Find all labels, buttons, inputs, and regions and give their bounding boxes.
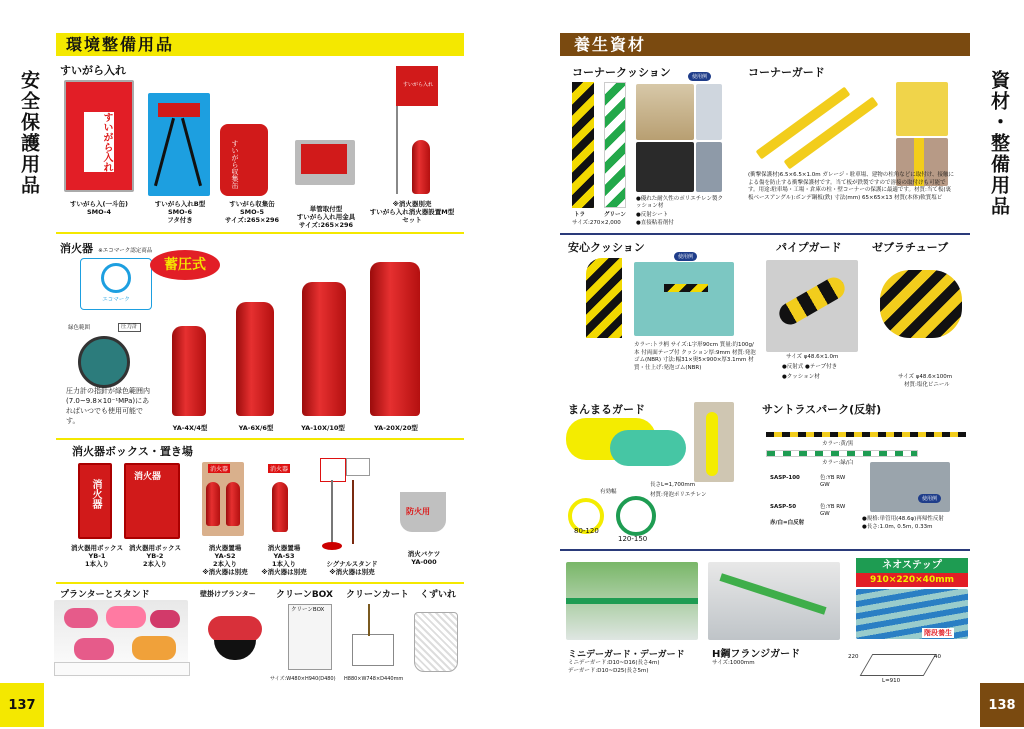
mini-guard-heading: ミニデーガード・デーガード	[568, 650, 685, 660]
suntras-row-1-code: SASP-100	[770, 475, 800, 481]
ashtray-3-note: サイズ:265×296	[224, 216, 280, 224]
neo-dim-3: L=910	[882, 678, 901, 684]
box-caption-1	[66, 544, 128, 568]
box-4-note2: ※消火器は別売	[261, 568, 307, 576]
box-6-name: 消火バケツ	[407, 550, 441, 558]
badge-text: 蓄圧式	[164, 257, 206, 273]
suntras-row-2-colors: 色:YB RW GW	[820, 504, 846, 517]
eco-text: エコマーク	[102, 297, 130, 303]
tub-label: すいがら収集缶	[231, 140, 239, 189]
suntras-color-1: カラー:黄/黒	[822, 441, 854, 447]
mini-guard-spec-2: デーガード:D10~D25(長さ5m)	[568, 668, 649, 674]
pipe-mount-image	[295, 140, 355, 185]
box-caption-2	[122, 544, 188, 568]
corner-cushion-tiger	[572, 82, 594, 208]
box-heading: 消火器ボックス・置き場	[72, 445, 193, 458]
extinguisher-heading	[60, 237, 152, 256]
clean-box-label: クリーンBOX	[291, 607, 325, 613]
ashtray-can-image	[64, 80, 134, 192]
ashtray-5-code: すいがら入れ消火器設置M型	[369, 208, 455, 216]
zebra-spec-2: 材質:塩化ビニール	[904, 382, 950, 388]
right-page-number-text: 138	[988, 697, 1016, 713]
box-3-name: 消火器置場	[208, 544, 242, 552]
left-page-number	[0, 683, 44, 727]
zebra-heading: ゼブラチューブ	[872, 241, 949, 254]
suntras-photo	[870, 462, 950, 512]
gauge-label: 圧力計	[118, 323, 141, 332]
box-5-name: シグナルスタンド	[326, 560, 378, 568]
ashtray-5-name: ※消火器別売	[392, 200, 432, 208]
right-divider-2	[560, 549, 970, 551]
box-caption-4	[256, 544, 312, 576]
gauge-title: 緑色範囲	[68, 325, 91, 331]
box-caption-6	[394, 550, 454, 566]
suntras-bar-yb	[766, 432, 966, 437]
left-page-number-text: 137	[8, 697, 36, 713]
ashtray-1-code: SMO-4	[86, 208, 112, 216]
planter-image	[54, 600, 188, 680]
corner-photo-3	[636, 142, 694, 192]
ext-model-4: YA-20X/20型	[374, 424, 418, 432]
extinguisher-10	[302, 282, 346, 416]
right-page-number	[980, 683, 1024, 727]
corner-guard-desc: (衝撃保護材)6.5×6.5×1.0m ガレージ・駐車場、建物の柱角などに取付け、接触による傷を防止する衝撃保護材です。当て板が鉄製ですので溶接の取付けも可能です。用途:駐車場・工場・倉庫の柱・壁コーナーの保護に最適です。材質:当て板(裏板ベースアングル):ボンデ鋼板(鉄) 寸法(mm) 65×65×13 材質(本体)軟質塩ビ	[748, 172, 955, 201]
manmaru-green	[610, 430, 686, 466]
pipe-guard-heading: パイプガード	[776, 241, 842, 254]
planter-heading-5: くずいれ	[420, 590, 457, 600]
stand-s2	[202, 462, 244, 536]
ashtray-3-code: SMO-5	[239, 208, 265, 216]
zebra-roll-image	[880, 270, 962, 338]
pressure-badge	[150, 250, 220, 280]
anshin-tag: 使用例	[674, 252, 697, 261]
box-4-name: 消火器置場	[267, 544, 301, 552]
manmaru-heading: まんまるガード	[568, 403, 645, 416]
box-1-name: 消火器用ボックス	[71, 544, 123, 552]
eco-circle-icon	[101, 263, 131, 293]
corner-cushion-heading: コーナークッション	[572, 66, 671, 79]
mini-guard-spec-1: ミニデーガード:D10~D16(長さ4m)	[568, 660, 660, 666]
box-5-code: ※消火器は別売	[329, 568, 375, 576]
clean-box-image	[288, 604, 332, 670]
can-label: すいがら入れ	[84, 112, 114, 172]
corner-feature-2: ●反射シート	[636, 212, 669, 218]
gauge-icon	[78, 336, 130, 388]
ext-heading-text: 消火器	[60, 242, 93, 255]
neo-step-badge: 階段養生	[924, 629, 952, 637]
stand-s3	[266, 462, 294, 536]
ext-heading-note: ※エコマーク認定商品	[98, 248, 153, 254]
right-section-title-text: 養生資材	[574, 35, 647, 54]
box-4-note: 1本入り	[271, 560, 297, 568]
neo-step-diagram	[860, 654, 937, 676]
right-section-title	[560, 33, 970, 56]
ashtray-1-name: すいがら入(一斗缶)	[70, 200, 128, 208]
ashtray-stand-m-image	[388, 66, 450, 196]
extinguisher-4	[172, 326, 206, 416]
planter-heading-1: プランターとスタンド	[60, 590, 150, 600]
h-flange-spec: サイズ:1000mm	[712, 660, 755, 666]
zebra-spec-1: サイズ φ48.6×100m	[898, 374, 953, 380]
corner-label-tiger: トラ	[574, 212, 586, 218]
box-caption-3	[194, 544, 256, 576]
fire-bucket	[400, 492, 446, 532]
box-3-code: YA-S2	[214, 552, 236, 560]
clean-cart-note: H880×W748×D440mm	[344, 676, 404, 682]
corner-guard-heading: コーナーガード	[748, 66, 825, 79]
wall-planter-image	[204, 616, 266, 662]
stand-s3-label: 消火器	[270, 466, 289, 473]
ashtray-2-code: SMO-6	[167, 208, 193, 216]
planter-heading-2: 壁掛けプランター	[200, 590, 256, 598]
pipe-spec-1: サイズ φ48.6×1.0m	[786, 354, 839, 360]
ashtray-4-code: すいがら入れ用金具	[296, 213, 356, 221]
manmaru-length: 長さL=1,700mm	[650, 482, 696, 488]
bin-label: すいがら入れ	[402, 82, 433, 88]
ashtray-4-note: サイズ:265×296	[298, 221, 354, 229]
box-4-code: YA-S3	[273, 552, 295, 560]
ashtray-caption-4	[286, 205, 366, 229]
suntras-row-2-code: SASP-50	[770, 504, 797, 510]
stand-s2-label: 消火器	[210, 466, 229, 473]
ashtray-caption-5	[362, 200, 462, 224]
clean-cart-image	[346, 604, 398, 674]
neo-dim-2: 40	[934, 654, 941, 660]
anshin-spec: カラー:トラ柄 サイズ:L字形90cm 質量:約100g/本 付両面テープ付 クッション厚:9mm 材質:発泡ゴム(NBR) 寸法:幅31×奥5×900×厚3.1mm 材質・仕上げ:発泡ゴム(NBR)	[634, 342, 756, 371]
box-3-note2: ※消火器は別売	[202, 568, 248, 576]
right-side-label: 資材・整備用品	[988, 70, 1010, 217]
box-yb1	[78, 463, 112, 539]
suntras-row-3-code: 赤/白=白反射	[770, 520, 805, 526]
neo-dim-1: 220	[848, 654, 859, 660]
corner-feature-3: ●直接粘着剤付	[636, 220, 674, 226]
manmaru-size-1: 80-120	[574, 527, 599, 535]
planter-heading-3: クリーンBOX	[276, 590, 333, 600]
neo-size-text: 910×220×40mm	[870, 575, 954, 585]
box-yb1-label: 消火器	[90, 479, 101, 509]
corner-photo-2	[696, 84, 722, 140]
neo-heading-text: ネオステップ	[882, 560, 942, 571]
ext-model-3: YA-10X/10型	[301, 424, 345, 432]
box-6-code: YA-000	[411, 558, 437, 566]
divider-3	[56, 582, 464, 584]
corner-cushion-tag: 使用例	[688, 72, 711, 81]
box-yb2	[124, 463, 180, 539]
box-yb2-label: 消火器	[134, 472, 162, 482]
clean-box-note: サイズ:W480×H940(D480)	[270, 676, 336, 682]
left-section-title	[56, 33, 464, 56]
anshin-heading: 安心クッション	[568, 241, 645, 254]
manmaru-ring-green	[616, 496, 656, 536]
manmaru-photo	[694, 402, 734, 482]
extinguisher-6	[236, 302, 274, 416]
pipe-guard-image	[766, 260, 858, 352]
ashtray-heading: すいがら入れ	[60, 64, 126, 77]
suntras-spec-1: ●規格:単管用(48.6φ)再帰性反射	[862, 516, 944, 522]
ashtray-4-name: 単管取付型	[309, 205, 343, 213]
left-section-title-text: 環境整備用品	[66, 35, 175, 54]
manmaru-material: 材質:発泡ポリエチレン	[650, 492, 707, 498]
corner-guard-photo-1	[896, 82, 948, 136]
corner-photo-4	[696, 142, 722, 192]
neo-step-size	[856, 573, 968, 587]
planter-heading-4: クリーンカート	[346, 590, 409, 600]
ashtray-caption-1	[54, 200, 144, 216]
extinguisher-20	[370, 262, 420, 416]
signal-stand	[318, 458, 380, 554]
corner-feature-1: ●優れた耐久性のポリエチレン製クッション材	[636, 196, 723, 209]
ashtray-2-name: すいがら入れB型	[154, 200, 206, 208]
corner-size: サイズ:270×2,000	[572, 220, 621, 226]
suntras-spec-2: ●長さ:1.0m, 0.5m, 0.33m	[862, 524, 933, 530]
mini-guard-photo	[566, 562, 698, 640]
ext-model-2: YA-6X/6型	[238, 424, 274, 432]
left-side-label: 安全保護用品	[18, 70, 40, 196]
collection-can-image	[220, 124, 268, 196]
eco-mark	[80, 258, 152, 310]
anshin-photo	[634, 262, 734, 336]
box-1-code: YB-1	[88, 552, 106, 560]
manmaru-mark: 有効幅	[600, 489, 617, 495]
box-2-name: 消火器用ボックス	[129, 544, 181, 552]
divider-1	[56, 232, 464, 234]
ashtray-3-name: すいがら収集缶	[229, 200, 275, 208]
anshin-cushion-image	[586, 258, 622, 338]
box-2-note: 2本入り	[142, 560, 168, 568]
pipe-spec-2: ●反射式 ●テープ付き	[782, 364, 838, 370]
suntras-row-1-colors: 色:YB RW GW	[820, 475, 846, 488]
pipe-spec-3: ●クッション材	[782, 374, 820, 380]
ashtray-caption-3	[214, 200, 290, 224]
ashtray-5-note: セット	[402, 216, 422, 224]
suntras-heading: サントラスパーク(反射)	[762, 403, 882, 416]
suntras-bar-gw	[766, 450, 918, 457]
divider-2	[56, 438, 464, 440]
suntras-tag: 使用例	[918, 494, 941, 503]
ashtray-stand-image	[148, 93, 210, 196]
bucket-label: 防火用	[406, 507, 430, 516]
ashtray-caption-2	[140, 200, 220, 224]
box-3-note: 2本入り	[212, 560, 238, 568]
right-divider-1	[560, 233, 970, 235]
trash-basket-image	[414, 612, 458, 672]
corner-photo-1	[636, 84, 694, 140]
h-flange-photo	[708, 562, 840, 640]
box-caption-5	[316, 560, 388, 576]
ext-model-1: YA-4X/4型	[172, 424, 208, 432]
suntras-color-2: カラー:緑/白	[822, 460, 854, 466]
neo-step-heading	[856, 558, 968, 573]
box-1-note: 1本入り	[84, 560, 110, 568]
ashtray-2-note: フタ付き	[167, 216, 193, 224]
h-flange-heading: H鋼フランジガード	[712, 649, 801, 660]
corner-label-green: グリーン	[604, 212, 626, 218]
corner-cushion-green	[604, 82, 626, 208]
gauge-desc: 圧力計の指針が緑色範囲内(7.0~9.8×10⁻¹MPa)にあればいつでも使用可能です。	[66, 387, 150, 425]
box-2-code: YB-2	[146, 552, 164, 560]
manmaru-size-2: 120-150	[618, 535, 648, 543]
